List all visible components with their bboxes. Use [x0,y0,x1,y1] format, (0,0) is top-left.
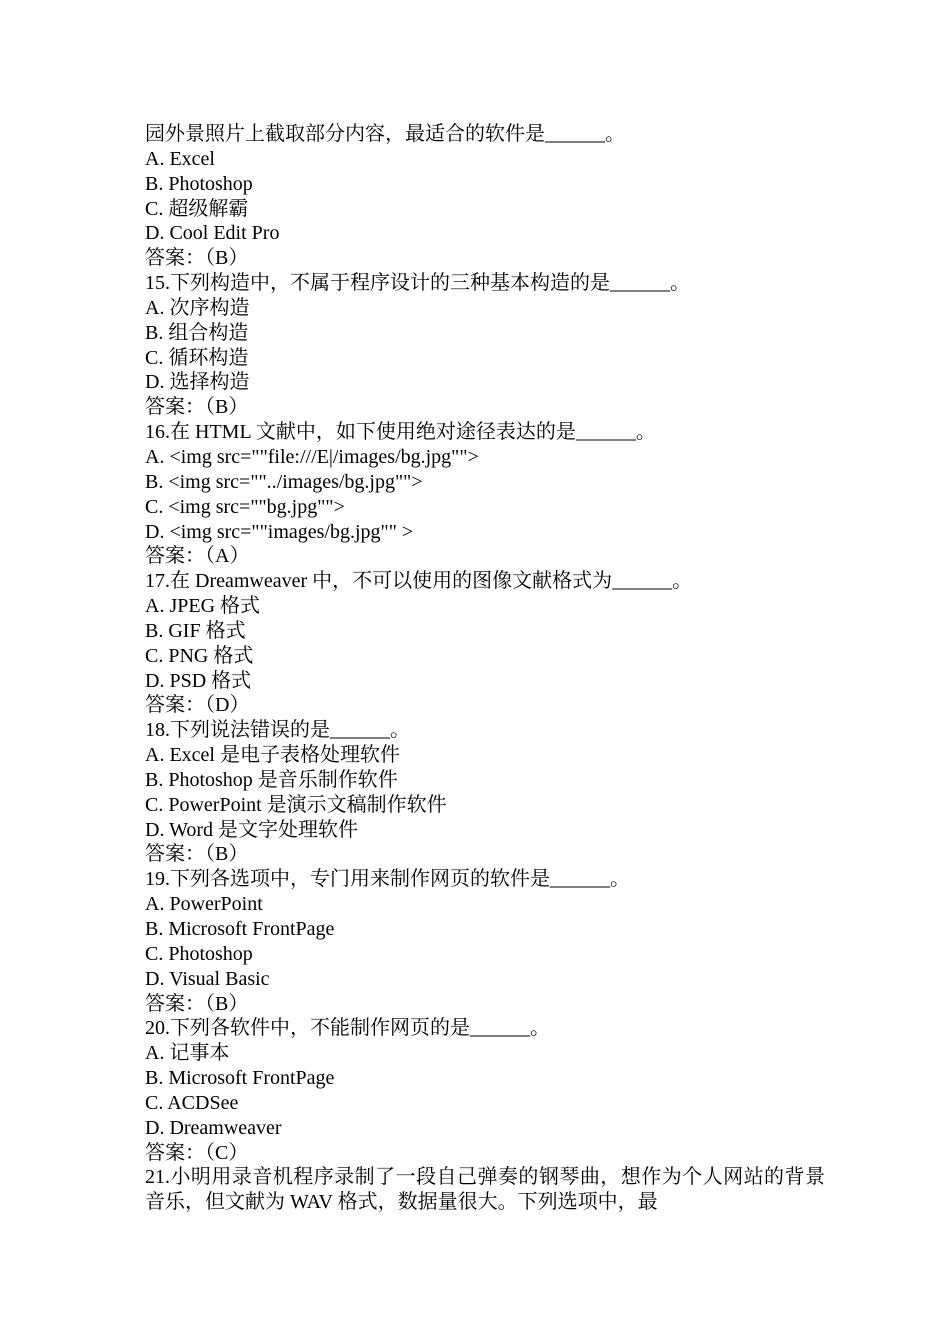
document-page [145,122,825,1215]
option-line: A. PowerPoint [145,893,263,916]
option-line: B. <img src=""../images/bg.jpg""> [145,470,423,493]
question-line: 18.下列说法错误的是______。 [145,719,410,742]
option-line: A. 记事本 [145,1042,230,1065]
question-line: 17.在 Dreamweaver 中，不可以使用的图像文献格式为______。 [145,570,693,593]
text-line: 园外景照片上截取部分内容，最适合的软件是______。 [145,123,625,145]
option-line: C. 超级解霸 [145,197,249,220]
question-line: 16.在 HTML 文献中，如下使用绝对途径表达的是______。 [145,421,656,444]
option-line: A. Excel 是电子表格处理软件 [145,744,400,767]
option-line: B. Photoshop 是音乐制作软件 [145,768,398,791]
option-line: B. Microsoft FrontPage [145,918,335,940]
option-line: C. Photoshop [145,942,253,965]
option-line: C. 循环构造 [145,346,249,369]
option-line: D. Cool Edit Pro [145,222,280,245]
option-line: C. PowerPoint 是演示文稿制作软件 [145,793,447,816]
answer-line: 答案：（A） [145,545,250,568]
answer-line: 答案：（B） [145,396,249,419]
option-line: A. JPEG 格式 [145,595,261,618]
option-line: C. <img src=""bg.jpg""> [145,495,345,518]
answer-line: 答案：（C） [145,1141,249,1164]
answer-line: 答案：（B） [145,843,249,866]
question-line: 21.小明用录音机程序录制了一段自己弹奏的钢琴曲，想作为个人网站的背景音乐，但文献为 WAV 格式，数据量很大。下列选项中，最 [145,1166,825,1214]
answer-line: 答案：（D） [145,694,250,717]
answer-line: 答案：（B） [145,247,249,270]
option-line: B. Microsoft FrontPage [145,1067,335,1090]
question-line: 19.下列各选项中，专门用来制作网页的软件是______。 [145,868,630,891]
option-line: D. Dreamweaver [145,1116,282,1139]
answer-line: 答案：（B） [145,992,249,1015]
option-line: D. PSD 格式 [145,669,252,692]
option-line: B. 组合构造 [145,321,249,344]
question-line: 15.下列构造中，不属于程序设计的三种基本构造的是______。 [145,272,690,295]
question-line: 20.下列各软件中，不能制作网页的是______。 [145,1017,550,1040]
option-line: A. 次序构造 [145,296,250,319]
option-line: B. GIF 格式 [145,619,246,642]
option-line: A. <img src=""file:///E|/images/bg.jpg""> [145,445,479,468]
option-line: D. Visual Basic [145,967,270,990]
option-line: C. ACDSee [145,1091,239,1114]
option-line: D. Word 是文字处理软件 [145,818,359,841]
option-line: C. PNG 格式 [145,644,254,667]
option-line: B. Photoshop [145,172,253,195]
option-line: D. 选择构造 [145,371,250,394]
option-line: A. Excel [145,147,215,170]
option-line: D. <img src=""images/bg.jpg"" > [145,520,414,543]
